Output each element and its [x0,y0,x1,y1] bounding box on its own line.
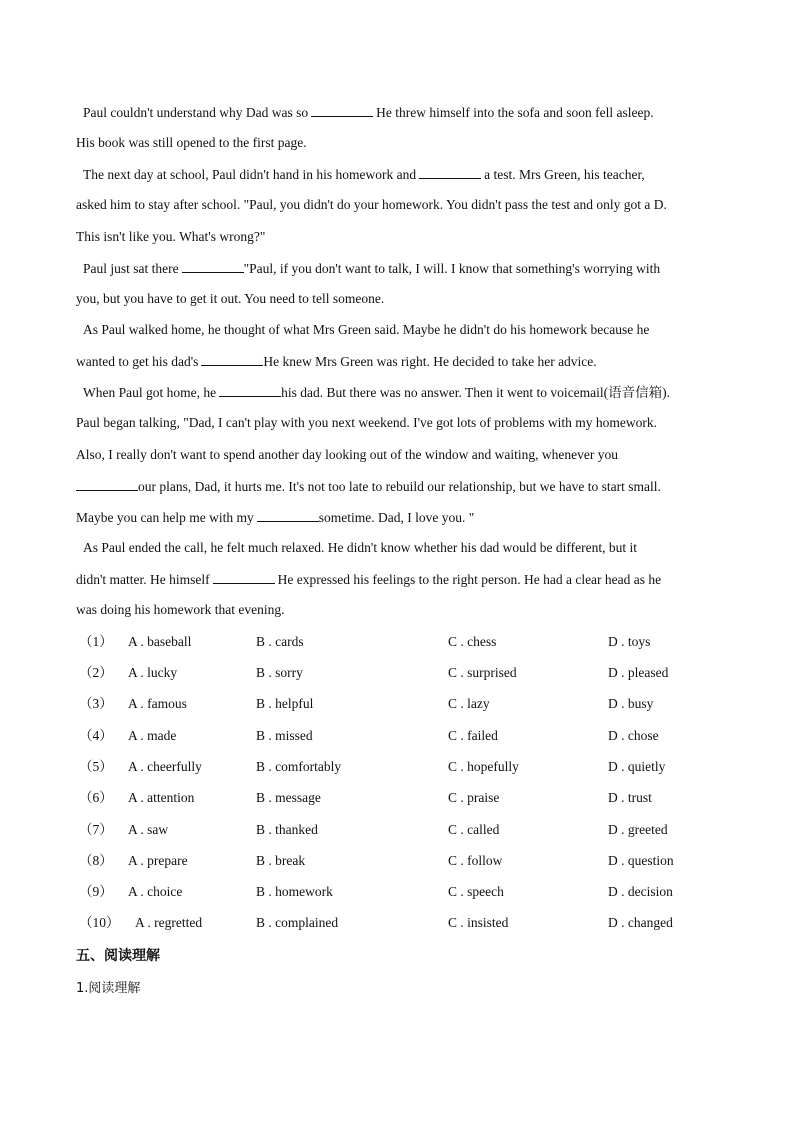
text: Maybe you can help me with my [76,510,254,525]
passage-line-2 [76,134,307,152]
option-a[interactable]: A . made [128,728,177,743]
passage-line-7 [76,290,384,308]
passage-line-12 [76,446,618,464]
passage-line-17 [76,601,284,619]
text: was doing his homework that evening. [76,602,285,617]
option-b[interactable]: B . homework [256,884,333,899]
option-b[interactable]: B . helpful [256,696,314,711]
question-number: （1） [79,634,113,649]
option-a[interactable]: A . attention [128,790,195,805]
text: Paul couldn't understand why Dad was so [83,105,309,120]
text: wanted to get his dad's [76,354,199,369]
passage-line-6 [83,259,660,278]
option-b[interactable]: B . sorry [256,665,303,680]
option-c[interactable]: C . chess [448,634,497,649]
option-c[interactable]: C . hopefully [448,759,519,774]
blank-3 [182,259,244,273]
option-c[interactable]: C . follow [448,853,503,868]
question-number: （9） [79,884,113,899]
passage-line-10 [83,383,670,402]
text: The next day at school, Paul didn't hand in his homework and [83,167,417,182]
text: sometime. Dad, I love you. " [318,510,475,525]
question-row-3 [0,695,794,713]
option-a[interactable]: A . choice [128,884,183,899]
text: He expressed his feelings to the right person. He had a clear head as he [277,572,662,587]
passage-line-4 [76,196,667,214]
section-title: 五、阅读理解 [76,948,160,964]
option-b[interactable]: B . message [256,790,321,805]
text: This isn't like you. What's wrong?" [76,229,266,244]
option-d[interactable]: D . quietly [608,759,666,774]
passage-line-1 [83,103,654,122]
text: you, but you have to get it out. You need to tell someone. [76,291,385,306]
option-c[interactable]: C . surprised [448,665,517,680]
option-d[interactable]: D . changed [608,915,673,930]
question-number: （2） [79,665,113,680]
text: He knew Mrs Green was right. He decided to take her advice. [263,354,597,369]
blank-5 [219,383,281,397]
blank-6 [76,477,138,491]
text: When Paul got home, he [83,385,217,400]
text: Paul just sat there [83,261,179,276]
option-a[interactable]: A . prepare [128,853,188,868]
option-d[interactable]: D . toys [608,634,651,649]
passage-line-5 [76,228,265,246]
question-number: （3） [79,696,113,711]
question-row-5 [0,758,794,776]
option-b[interactable]: B . comfortably [256,759,342,774]
passage-line-14 [76,508,474,527]
question-row-2 [0,664,794,682]
passage-line-3 [83,165,645,184]
text: Also, I really don't want to spend another day looking out of the window and waiting, whenever you [76,447,618,462]
option-d[interactable]: D . chose [608,728,659,743]
question-row-10 [0,914,794,932]
text: asked him to stay after school. "Paul, you didn't do your homework. You didn't pass the test and only got a D. [76,197,667,212]
option-a[interactable]: A . regretted [135,915,203,930]
text: His book was still opened to the first page. [76,135,307,150]
question-row-7 [0,821,794,839]
passage-line-13 [76,477,661,496]
passage-line-15 [83,539,637,557]
option-b[interactable]: B . missed [256,728,313,743]
text: his dad. But there was no answer. Then it went to voicemail(语音信箱). [281,385,671,400]
text: didn't matter. He himself [76,572,210,587]
option-d[interactable]: D . question [608,853,674,868]
option-b[interactable]: B . break [256,853,306,868]
option-c[interactable]: C . called [448,822,500,837]
blank-1 [311,103,373,117]
question-number: （7） [79,822,113,837]
option-d[interactable]: D . decision [608,884,673,899]
option-a[interactable]: A . lucky [128,665,178,680]
option-a[interactable]: A . famous [128,696,187,711]
option-d[interactable]: D . trust [608,790,652,805]
option-c[interactable]: C . lazy [448,696,490,711]
blank-8 [213,570,275,584]
question-number: （10） [79,915,120,930]
text: He threw himself into the sofa and soon fell asleep. [376,105,654,120]
question-row-8 [0,852,794,870]
option-c[interactable]: C . failed [448,728,498,743]
question-number: （8） [79,853,113,868]
option-a[interactable]: A . cheerfully [128,759,202,774]
option-d[interactable]: D . pleased [608,665,669,680]
text: Paul began talking, "Dad, I can't play with you next weekend. I've got lots of problems with my homework. [76,415,658,430]
text: As Paul walked home, he thought of what Mrs Green said. Maybe he didn't do his homework because he [83,322,650,337]
passage-line-8 [83,321,649,339]
option-d[interactable]: D . greeted [608,822,668,837]
text: a test. Mrs Green, his teacher, [484,167,645,182]
blank-7 [257,508,319,522]
option-d[interactable]: D . busy [608,696,654,711]
question-number: （6） [79,790,113,805]
question-number: （4） [79,728,113,743]
question-row-9 [0,883,794,901]
question-row-1 [0,633,794,651]
option-c[interactable]: C . praise [448,790,500,805]
option-b[interactable]: B . complained [256,915,339,930]
option-b[interactable]: B . cards [256,634,304,649]
text: As Paul ended the call, he felt much relaxed. He didn't know whether his dad would be different, but it [83,540,638,555]
option-a[interactable]: A . baseball [128,634,192,649]
option-a[interactable]: A . saw [128,822,169,837]
text: "Paul, if you don't want to talk, I will. I know that something's worrying with [243,261,661,276]
blank-2 [419,165,481,179]
question-number: （5） [79,759,113,774]
text: our plans, Dad, it hurts me. It's not too late to rebuild our relationship, but we have to start small. [138,479,661,494]
question-row-6 [0,789,794,807]
question-row-4 [0,727,794,745]
passage-line-16 [76,570,661,589]
passage-line-9 [76,352,597,371]
blank-4 [201,352,263,366]
passage-line-11 [76,414,657,432]
option-c[interactable]: C . speech [448,884,504,899]
option-c[interactable]: C . insisted [448,915,509,930]
option-b[interactable]: B . thanked [256,822,318,837]
subsection-title: 1.阅读理解 [76,981,141,996]
